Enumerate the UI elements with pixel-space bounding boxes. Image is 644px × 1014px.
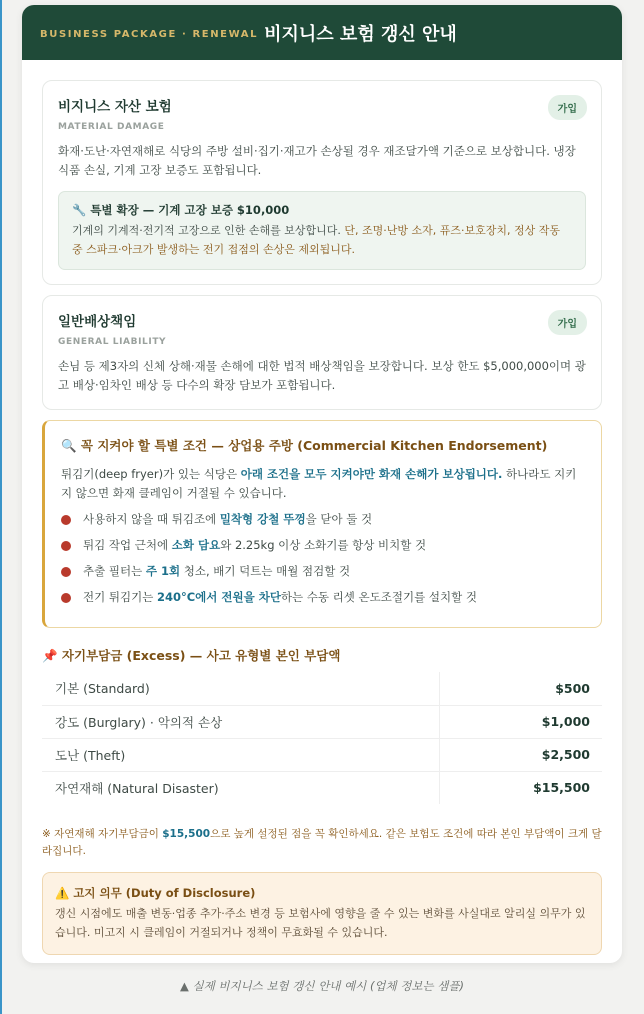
coverage-name: 비지니스 자산 보험 — [58, 99, 172, 115]
excess-table — [42, 672, 602, 804]
bullet-icon — [61, 593, 71, 603]
coverage-general-liability — [42, 295, 602, 410]
conditions-intro — [61, 465, 585, 503]
status-badge: 가입 — [548, 310, 587, 335]
renewal-card — [22, 5, 622, 963]
item-highlight: 소화 담요 — [171, 538, 221, 552]
item-highlight: 240°C에서 전원을 차단 — [156, 590, 281, 604]
excess-amount: $15,500 — [533, 780, 590, 796]
excess-amount: $500 — [439, 672, 602, 705]
bullet-icon — [61, 515, 71, 525]
item-text: 튀김 작업 근처에 — [83, 538, 172, 552]
item-highlight: 밀착형 강철 뚜껑 — [219, 512, 306, 526]
extension-description — [72, 221, 572, 259]
card-header — [22, 5, 622, 60]
extension-title: 🔧 특별 확장 — 기계 고장 보증 $10,000 — [72, 203, 290, 217]
intro-text: 튀김기(deep fryer)가 있는 식당은 — [61, 467, 241, 481]
item-text: 전기 튀김기는 — [83, 590, 157, 604]
note-text-after: 으로 높게 설정된 점을 꼭 확인하세요. 같은 보험도 조건에 따라 본인 부담액이 크게 달라집니다. — [42, 828, 602, 857]
coverage-subtitle: GENERAL LIABILITY — [58, 337, 167, 347]
card-body — [22, 60, 622, 955]
image-caption: ▲ 실제 비지니스 보험 갱신 안내 예시 (업체 정보는 샘플) — [179, 979, 464, 993]
disclosure-box — [42, 872, 602, 955]
list-item — [61, 563, 585, 580]
disclosure-title: ⚠️ 고지 의무 (Duty of Disclosure) — [55, 886, 256, 900]
item-text: 사용하지 않을 때 튀김조에 — [83, 512, 220, 526]
status-badge: 가입 — [548, 95, 587, 120]
intro-highlight: 아래 조건을 모두 지켜야만 화재 손해가 보상됩니다. — [240, 467, 503, 481]
excess-label: 강도 (Burglary) · 악의적 손상 — [42, 705, 439, 738]
item-text: 추출 필터는 — [83, 564, 146, 578]
excess-title: 📌 자기부담금 (Excess) — 사고 유형별 본인 부담액 — [42, 648, 341, 663]
coverage-name: 일반배상책임 — [58, 314, 137, 330]
coverage-description: 손님 등 제3자의 신체 상해·재물 손해에 대한 법적 배상책임을 보장합니다. 보상 한도 $5,000,000이며 광고 배상·임차인 배상 등 다수의 확장 담보가 포함됩니다. — [58, 359, 586, 392]
table-row — [42, 705, 602, 738]
excess-note — [42, 826, 602, 860]
bullet-icon — [61, 567, 71, 577]
item-text-after: 와 2.25kg 이상 소화기를 항상 비치할 것 — [220, 538, 427, 552]
list-item — [61, 589, 585, 606]
page-left-edge — [0, 0, 2, 1014]
list-item — [61, 511, 585, 528]
table-row — [42, 771, 602, 804]
item-text-after: 하는 수동 리셋 온도조절기를 설치할 것 — [280, 590, 477, 604]
coverage-material-damage — [42, 80, 602, 285]
note-text: ※ 자연재해 자기부담금이 — [42, 828, 163, 840]
extension-text: 기계의 기계적·전기적 고장으로 인한 손해를 보상합니다. — [72, 224, 345, 237]
conditions-title: 🔍 꼭 지켜야 할 특별 조건 — 상업용 주방 (Commercial Kitchen Endorsement) — [61, 438, 548, 453]
extension-box — [58, 191, 586, 270]
item-text-after: 을 닫아 둘 것 — [305, 512, 373, 526]
coverage-subtitle: MATERIAL DAMAGE — [58, 122, 165, 132]
table-row — [42, 672, 602, 705]
excess-amount: $2,500 — [439, 738, 602, 771]
header-kicker: BUSINESS PACKAGE · RENEWAL — [40, 29, 259, 40]
special-conditions-box — [42, 420, 602, 628]
list-item — [61, 537, 585, 554]
table-row — [42, 738, 602, 771]
excess-label: 자연재해 (Natural Disaster) — [42, 771, 439, 804]
conditions-list — [61, 511, 585, 606]
note-highlight: $15,500 — [162, 828, 211, 840]
item-text-after: 청소, 배기 덕트는 매월 점검할 것 — [180, 564, 351, 578]
excess-label: 도난 (Theft) — [42, 738, 439, 771]
coverage-description: 화재·도난·자연재해로 식당의 주방 설비·집기·재고가 손상될 경우 재조달가액 기준으로 보상합니다. 냉장 식품 손실, 기계 고장 보증도 포함됩니다. — [58, 144, 576, 177]
excess-amount: $1,000 — [439, 705, 602, 738]
item-highlight: 주 1회 — [145, 564, 181, 578]
excess-label: 기본 (Standard) — [42, 672, 439, 705]
disclosure-text: 갱신 시점에도 매출 변동·업종 추가·주소 변경 등 보험사에 영향을 줄 수 있는 변화를 사실대로 알리실 의무가 있습니다. 미고지 시 클레임이 거절되거나 정책이 무효화될 수 있습니다. — [55, 907, 586, 939]
bullet-icon — [61, 541, 71, 551]
intro-text-after: 하나라도 지키지 않으면 화재 클레임이 거절될 수 있습니다. — [61, 467, 577, 500]
extension-exclusion: 단, 조명·난방 소자, 퓨즈·보호장치, 정상 작동 중 스파크·아크가 발생하는 전기 접점의 손상은 제외됩니다. — [72, 224, 560, 256]
page-title: 비지니스 보험 갱신 안내 — [264, 23, 457, 45]
